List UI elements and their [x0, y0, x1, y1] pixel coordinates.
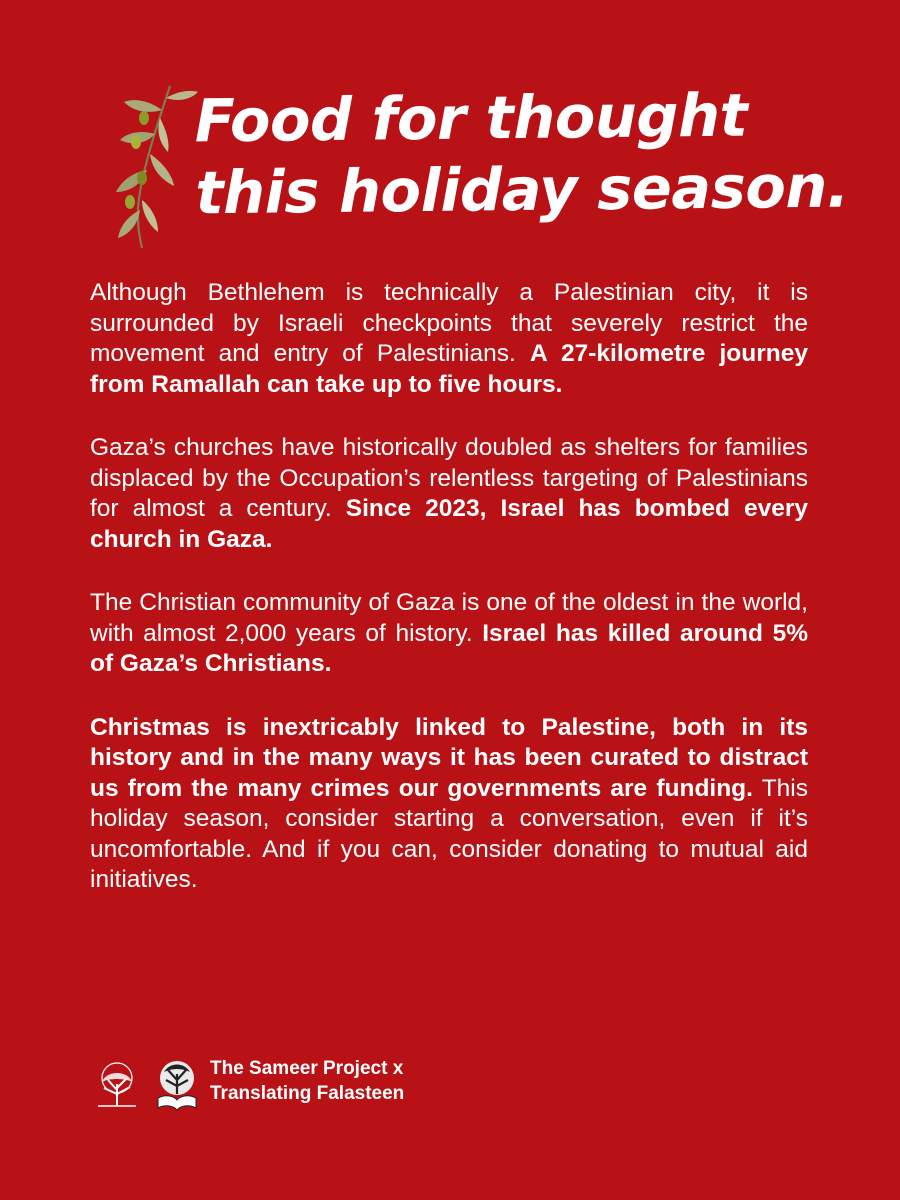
paragraph-text: The Christian community of Gaza is one of the oldest in the world, with almost 2,000 years of history. — [90, 589, 808, 647]
paragraph-bethlehem — [90, 278, 808, 400]
paragraph-emphasis: Christmas is inextricably linked to Palestine, both in its history and in the many ways it has been curated to distract us from the many crimes our governments are funding. — [90, 713, 808, 802]
footer — [90, 1056, 590, 1112]
paragraph-emphasis: Since 2023, Israel has bombed every church in Gaza. — [90, 495, 809, 553]
title-line-2: this holiday season. — [195, 151, 850, 228]
book-tree-logo-icon — [152, 1058, 202, 1112]
title-line-1: Food for thought — [194, 80, 748, 156]
tree-logo-icon — [90, 1058, 144, 1112]
credit-line-1: The Sameer Project x — [210, 1058, 404, 1079]
paragraph-text: Although Bethlehem is technically a Palestinian city, it is surrounded by Israeli checkpoints that severely restrict the movement and entry of Palestinians. — [90, 279, 808, 367]
body-text — [90, 278, 808, 929]
olive-branch-icon — [100, 82, 200, 252]
paragraph-churches — [90, 433, 808, 555]
credit-line-2: Translating Falasteen — [210, 1083, 405, 1104]
page-title — [194, 79, 850, 230]
header — [100, 80, 850, 252]
paragraph-community — [90, 588, 808, 680]
credit — [210, 1056, 404, 1106]
paragraph-emphasis: A 27-kilometre journey from Ramallah can take up to five hours. — [90, 340, 808, 398]
paragraph-text: This holiday season, consider starting a conversation, even if it’s uncomfortable. And if you can, consider donating to mutual aid initiatives. — [90, 774, 808, 893]
paragraph-christmas — [90, 713, 808, 896]
paragraph-text: Gaza’s churches have historically doubled as shelters for families displaced by the Occupation’s relentless targeting of Palestinians for almost a century. — [90, 434, 808, 522]
paragraph-emphasis: Israel has killed around 5% of Gaza’s Christians. — [90, 619, 808, 677]
